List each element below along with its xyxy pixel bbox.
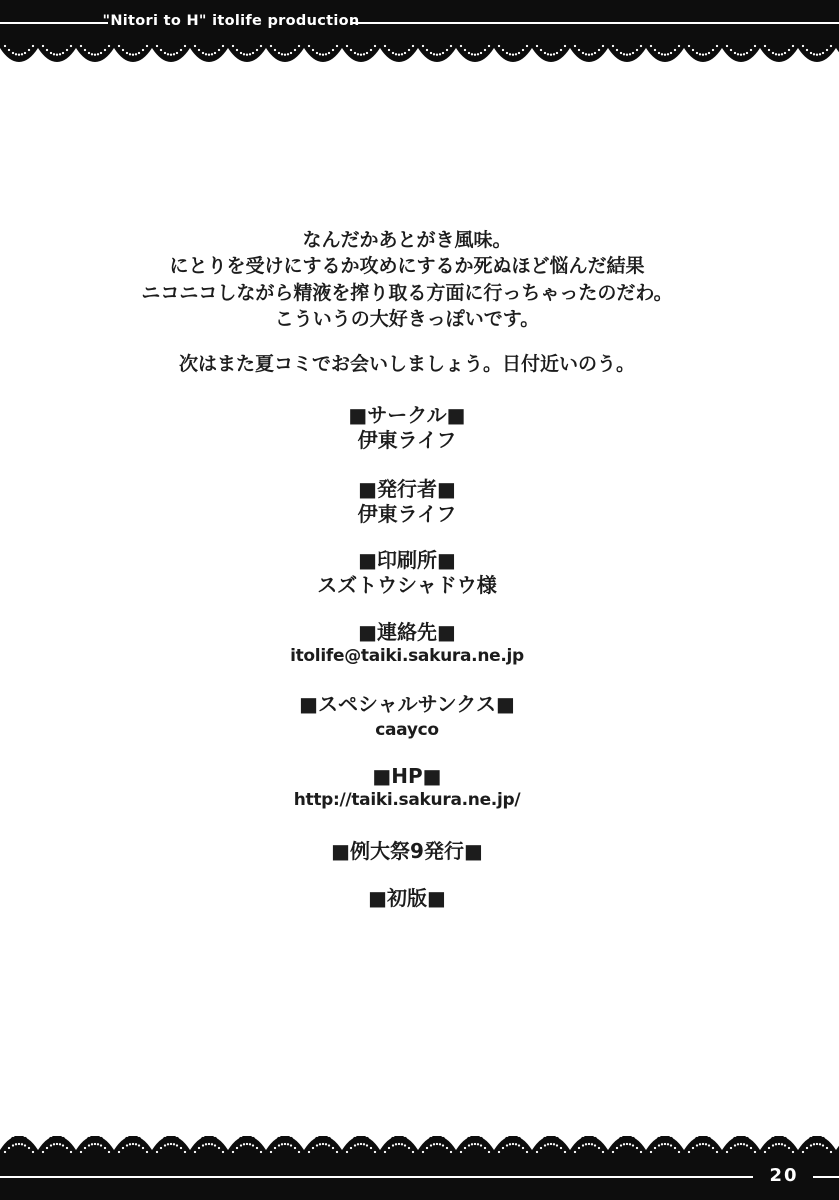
credit-value-hp-url: http://taiki.sakura.ne.jp/ bbox=[293, 790, 521, 810]
lace-border-top bbox=[0, 38, 839, 62]
credit-heading-printer: ■印刷所■ bbox=[358, 548, 456, 572]
footer-rule-right bbox=[813, 1176, 839, 1178]
header-band bbox=[0, 0, 839, 38]
lace-border-bottom bbox=[0, 1136, 839, 1160]
credit-value-printer: スズトウシャドウ様 bbox=[317, 573, 497, 597]
page-number: 20 bbox=[769, 1165, 799, 1186]
afterword-line-4: こういうの大好きっぽいです。 bbox=[274, 308, 540, 330]
footer-rule-left bbox=[0, 1176, 753, 1178]
credit-heading-special-thanks: ■スペシャルサンクス■ bbox=[299, 692, 515, 716]
credit-heading-circle: ■サークル■ bbox=[348, 403, 466, 427]
credit-value-contact-email: itolife@taiki.sakura.ne.jp bbox=[290, 646, 524, 666]
afterword-line-2: にとりを受けにするか攻めにするか死ぬほど悩んだ結果 bbox=[169, 255, 645, 277]
afterword-line-1: なんだかあとがき風味。 bbox=[302, 229, 512, 251]
page-title: "Nitori to H" itolife production bbox=[102, 13, 360, 29]
credit-value-publisher: 伊東ライフ bbox=[357, 502, 457, 526]
credit-value-circle: 伊東ライフ bbox=[357, 428, 457, 452]
credit-heading-hp: ■HP■ bbox=[372, 764, 442, 788]
credit-heading-contact: ■連絡先■ bbox=[358, 620, 456, 644]
credit-heading-publisher: ■発行者■ bbox=[358, 477, 456, 501]
credit-heading-edition: ■初版■ bbox=[368, 886, 446, 910]
see-you-line: 次はまた夏コミでお会いしましょう。日付近いのう。 bbox=[178, 353, 635, 375]
afterword-line-3: ニコニコしながら精液を搾り取る方面に行っちゃったのだわ。 bbox=[141, 282, 673, 304]
footer-band bbox=[0, 1160, 839, 1200]
credit-heading-event: ■例大祭9発行■ bbox=[331, 839, 483, 863]
credit-value-special-thanks: caayco bbox=[375, 720, 439, 740]
